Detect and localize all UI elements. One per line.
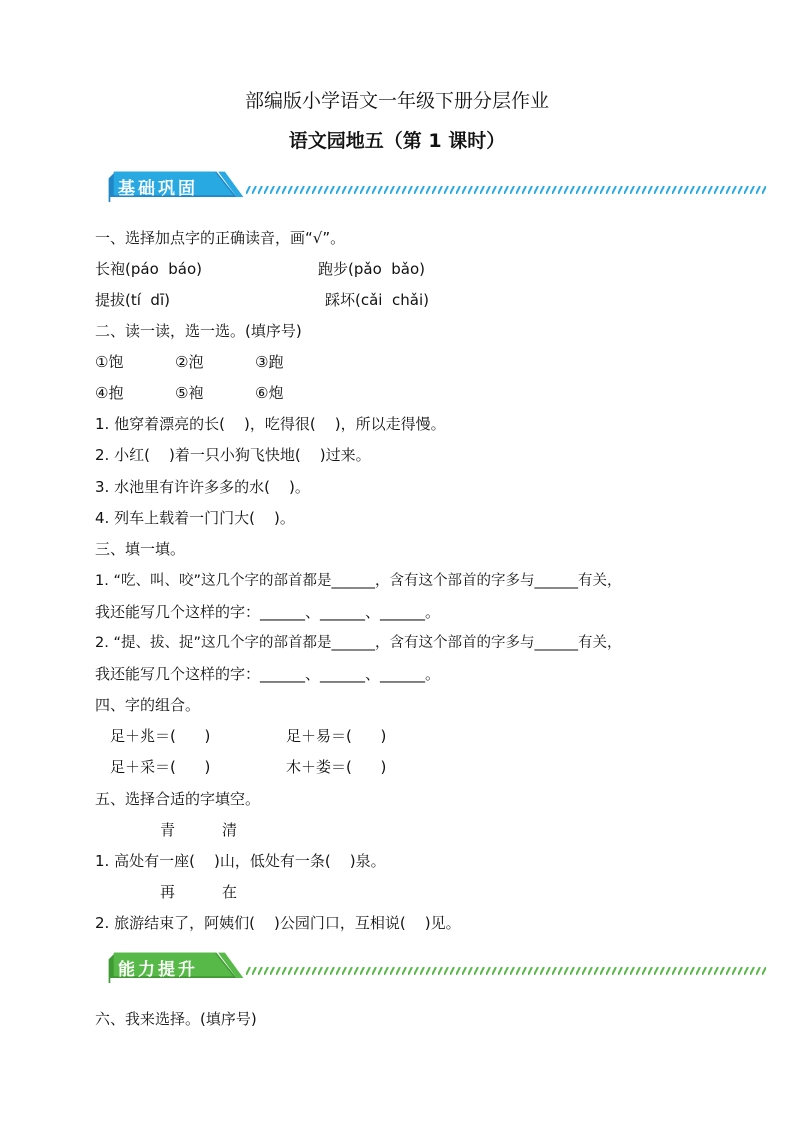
q4-item: 足＋易＝( ): [286, 727, 387, 745]
q4-item: 足＋兆＝( ): [110, 727, 211, 745]
q5-heading: 五、选择合适的字填空。: [95, 790, 261, 808]
section-banner-basic: [96, 170, 686, 206]
q1-heading: 一、选择加点字的正确读音，画“√”。: [95, 229, 346, 247]
q3-item: 2. “提、拔、捉”这几个字的部首都是______，含有这个部首的字多与______有关，: [95, 635, 622, 651]
banner-stripe: [246, 186, 766, 194]
q5-sentence: 1. 高处有一座( )山，低处有一条( )泉。: [95, 852, 386, 870]
q5-choice: 青: [160, 821, 176, 839]
q1-item: 跑步(pǎo bǎo): [318, 260, 426, 278]
section-banner-advanced: [96, 951, 686, 987]
q2-sentence: 1. 他穿着漂亮的长( )，吃得很( )，所以走得慢。: [95, 415, 446, 433]
q2-sentence: 4. 列车上载着一门门大( )。: [95, 509, 295, 527]
banner-stripe: [246, 967, 766, 975]
q4-heading: 四、字的组合。: [95, 696, 201, 714]
q1-item: 提拔(tí dī): [95, 291, 170, 309]
q2-option: ④抱: [95, 384, 124, 402]
q2-sentence: 2. 小红( )着一只小狗飞快地( )过来。: [95, 446, 371, 464]
q1-item: 踩坏(cǎi chǎi): [325, 291, 429, 309]
q5-choice: 再: [160, 883, 176, 901]
q3-item: 我还能写几个这样的字：______、______、______。: [95, 665, 441, 683]
q2-option: ②泡: [175, 353, 204, 371]
q2-option: ①饱: [95, 353, 124, 371]
lesson-title: 语文园地五（第 1 课时）: [288, 130, 506, 152]
q4-item: 木＋娄＝( ): [286, 758, 387, 776]
q2-option: ⑤袍: [175, 384, 204, 402]
q4-item: 足＋采＝( ): [110, 758, 211, 776]
page-title: 部编版小学语文一年级下册分层作业: [244, 90, 549, 112]
q5-choice: 清: [222, 821, 238, 839]
q2-heading: 二、读一读，选一选。(填序号): [95, 322, 302, 340]
q2-option: ③跑: [255, 353, 284, 371]
q6-heading: 六、我来选择。(填序号): [95, 1010, 257, 1028]
q3-item: 我还能写几个这样的字：______、______、______。: [95, 603, 441, 621]
q2-sentence: 3. 水池里有许许多多的水( )。: [95, 478, 310, 496]
q1-item: 长袍(páo báo): [95, 260, 203, 278]
q2-option: ⑥炮: [255, 384, 284, 402]
banner-label: 基础巩固: [118, 179, 198, 199]
q3-item: 1. “吃、叫、咬”这几个字的部首都是______，含有这个部首的字多与______有关，: [95, 573, 622, 589]
q3-heading: 三、填一填。: [95, 540, 186, 558]
q5-sentence: 2. 旅游结束了，阿姨们( )公园门口，互相说( )见。: [95, 914, 461, 932]
banner-label: 能力提升: [118, 960, 198, 980]
q5-choice: 在: [222, 883, 238, 901]
